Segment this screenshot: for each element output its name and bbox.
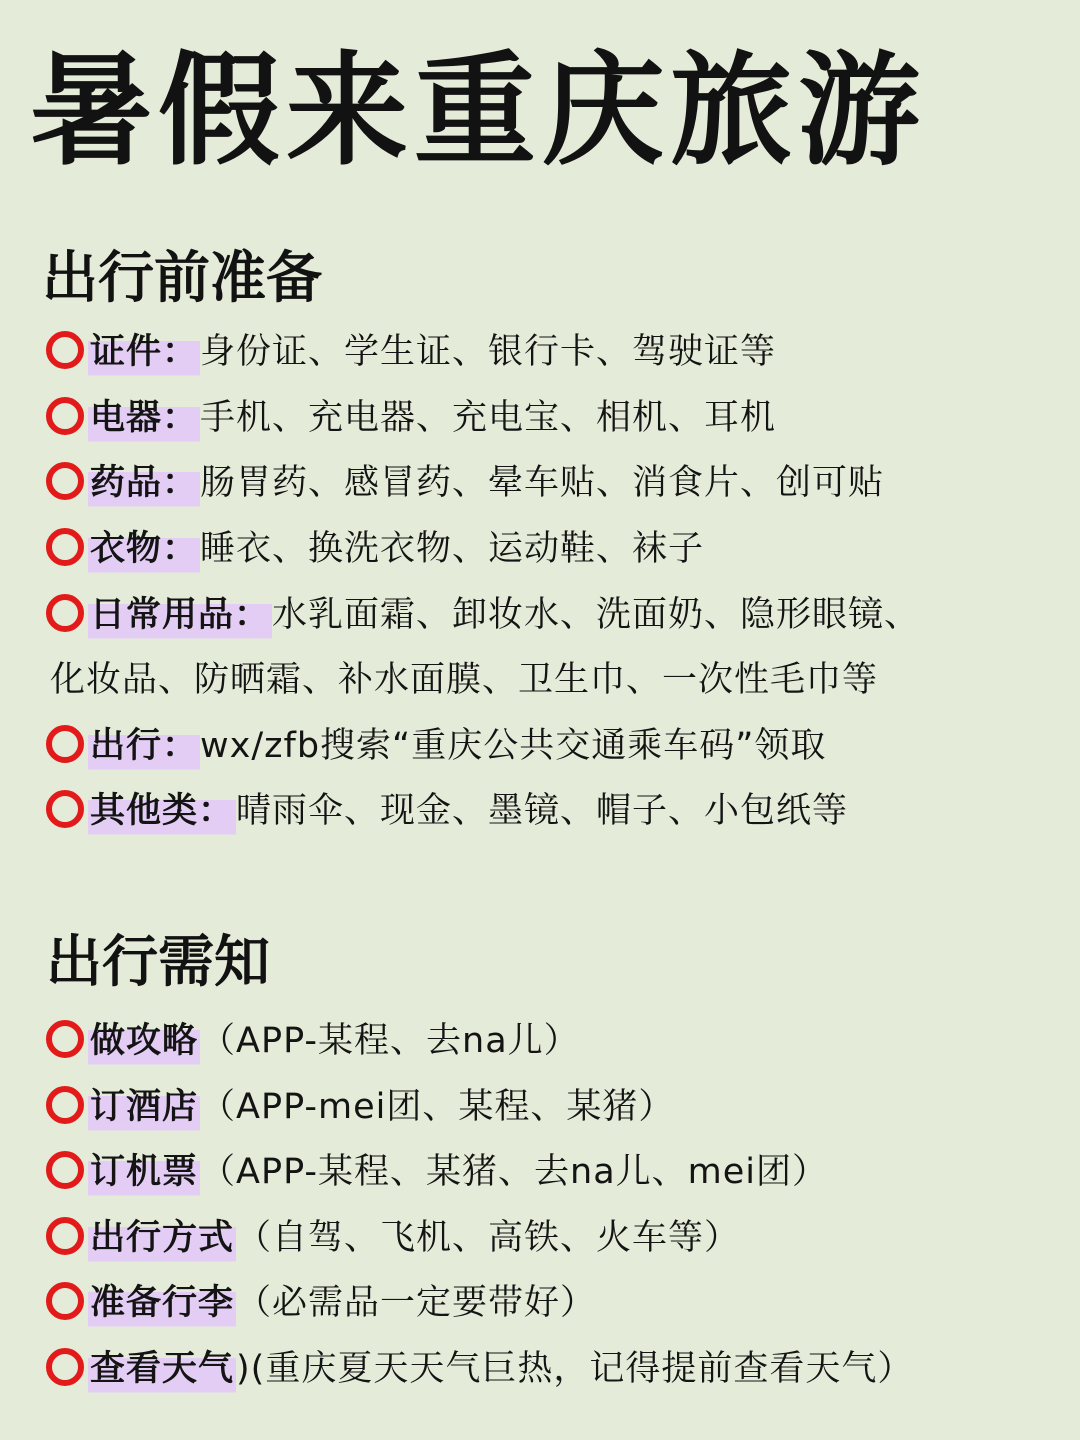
item-label: 出行方式 xyxy=(88,1210,236,1266)
item-label: 日常用品： xyxy=(88,587,272,643)
list-item xyxy=(46,587,920,643)
section-title-notes: 出行需知 xyxy=(46,930,270,995)
list-item xyxy=(46,1275,596,1331)
item-text: 睡衣、换洗衣物、运动鞋、袜子 xyxy=(200,529,705,569)
item-text: 肠胃药、感冒药、晕车贴、消食片、创可贴 xyxy=(200,463,885,503)
list-item xyxy=(46,1144,828,1200)
item-text: 水乳面霜、卸妆水、洗面奶、隐形眼镜、 xyxy=(272,595,921,635)
red-circle-icon xyxy=(46,790,84,828)
item-label: 订机票 xyxy=(88,1144,200,1200)
item-label: 查看天气 xyxy=(88,1341,236,1397)
item-label: 订酒店 xyxy=(88,1079,200,1135)
red-circle-icon xyxy=(46,725,84,763)
red-circle-icon xyxy=(46,1020,84,1058)
list-item xyxy=(46,1013,580,1069)
item-label: 其他类： xyxy=(88,783,236,839)
item-text: （APP-某程、去na儿） xyxy=(200,1021,580,1061)
red-circle-icon xyxy=(46,397,84,435)
item-label: 出行： xyxy=(88,718,200,774)
list-item xyxy=(46,783,848,839)
section-title-preparation: 出行前准备 xyxy=(42,246,322,311)
item-text: （APP-某程、某猪、去na儿、mei团） xyxy=(200,1152,829,1192)
list-item xyxy=(46,521,704,577)
red-circle-icon xyxy=(46,1086,84,1124)
red-circle-icon xyxy=(46,331,84,369)
item-text: （自驾、飞机、高铁、火车等） xyxy=(236,1218,741,1258)
red-circle-icon xyxy=(46,1282,84,1320)
item-label: 做攻略 xyxy=(88,1013,200,1069)
item-text: )(重庆夏天天气巨热，记得提前查看天气） xyxy=(236,1349,914,1389)
item-text: 晴雨伞、现金、墨镜、帽子、小包纸等 xyxy=(236,791,849,831)
item-text: （APP-mei团、某程、某猪） xyxy=(200,1087,675,1127)
list-item xyxy=(46,718,826,774)
item-text: 身份证、学生证、银行卡、驾驶证等 xyxy=(200,332,777,372)
list-item xyxy=(46,390,776,446)
list-item xyxy=(46,455,884,511)
red-circle-icon xyxy=(46,594,84,632)
item-text: 化妆品、防晒霜、补水面膜、卫生巾、一次性毛巾等 xyxy=(50,660,879,700)
item-label: 药品： xyxy=(88,455,200,511)
list-item xyxy=(46,1079,674,1135)
red-circle-icon xyxy=(46,1151,84,1189)
item-label: 衣物： xyxy=(88,521,200,577)
red-circle-icon xyxy=(46,1348,84,1386)
red-circle-icon xyxy=(46,528,84,566)
list-item xyxy=(46,324,776,380)
item-label: 准备行李 xyxy=(88,1275,236,1331)
list-item xyxy=(46,1210,740,1266)
list-item xyxy=(46,1341,913,1397)
item-text: 手机、充电器、充电宝、相机、耳机 xyxy=(200,398,777,438)
item-text: （必需品一定要带好） xyxy=(236,1283,597,1323)
red-circle-icon xyxy=(46,462,84,500)
item-label: 证件： xyxy=(88,324,200,380)
red-circle-icon xyxy=(46,1217,84,1255)
list-item-continuation xyxy=(50,652,878,708)
item-text: wx/zfb搜索“重庆公共交通乘车码”领取 xyxy=(200,726,827,766)
page-title: 暑假来重庆旅游 xyxy=(30,40,926,182)
item-label: 电器： xyxy=(88,390,200,446)
